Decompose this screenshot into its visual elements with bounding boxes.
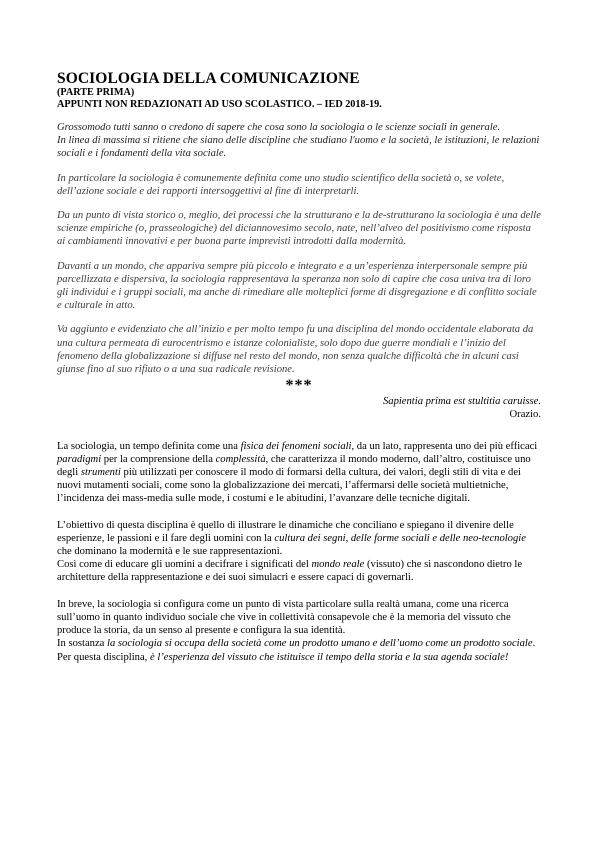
epigraph-author: Orazio. [509,409,541,421]
document-note: APPUNTI NON REDAZIONATI AD USO SCOLASTICO. – IED 2018-19. [57,99,382,110]
intro-paragraph-2: In particolare la sociologia è comunemente definita come uno studio scientifico della società o, se volete, dell’azione sociale e dei rapporti intersoggettivi al fine di interpretarli. [57,172,505,197]
intro-paragraph-5: Va aggiunto e evidenziato che all’inizio e per molto tempo fu una disciplina del mondo occidentale elaborata da una cultura permeata di eurocentrismo e istanze colonialiste, solo dopo due guerre mondiali e l’inizio del fenomeno della globalizzazione si diffuse nel resto del mondo, non senza qualche difficoltà che in alcuni casi giunse fino al suo rifiuto o a una sua radicale revisione. [57,324,534,376]
section-separator: *** [285,377,313,395]
body-paragraph-3: Così come di educare gli uomini a decifrare i significati del mondo reale (vissuto) che si nascondono dietro le architetture della rappresentazione e dei suoi simulacri e essere capaci di governarli. [57,559,523,584]
intro-paragraph-3: Da un punto di vista storico o, meglio, dei processi che la strutturano e la de-strutturano la sociologia è una delle scienze empiriche (o, prasseologiche) del diciannovesimo secolo, nate, nell’alveo del positivismo come risposta ai cambiamenti innovativi e per buona parte imprevisti introdotti dalla modernità. [57,210,541,248]
intro-paragraph-4: Davanti a un mondo, che appariva sempre più piccolo e integrato e a un’esperienza interpersonale sempre più parcellizzata e dispersiva, la sociologia rappresentava la speranza non solo di capire che cosa univa tra di loro gli individui e i gruppi sociali, ma anche di rimediare alle molteplici forme di disgregazione e di conflitto sociale e culturale in atto. [57,260,537,312]
epigraph-text: Sapientia prima est stultitia caruisse. [382,396,541,408]
document-title: SOCIOLOGIA DELLA COMUNICAZIONE [57,70,360,87]
body-paragraph-4: In breve, la sociologia si configura come un punto di vista particolare sulla realtà umana, come una ricerca sull’uomo in quanto individuo sociale che vive in collettività consapevole che è la memoria del vissuto che produce la storia, da un senso al presente e configura la sua identità. In sostanza la sociologia si occupa della società come un prodotto umano e dell’uomo come un prodotto sociale. Per questa disciplina, è l’esperienza del vissuto che istituisce il tempo della storia e la sua agenda sociale! [57,598,536,663]
document-content [57,70,541,664]
intro-paragraph-1 [57,121,541,161]
intro-line-1b: In linea di massima si ritiene che siano delle discipline che studiano l'uomo e la società, le istituzioni, le relazioni sociali e i fondamenti della vita sociale. [57,135,540,160]
body-paragraph-2: L’obiettivo di questa disciplina è quello di illustrare le dinamiche che conciliano e spiegano il divenire delle esperienze, le passioni e il fare degli uomini con la cultura dei segni, delle forme sociali e delle neo-tecnologie che dominano la modernità e le sue rappresentazioni. [57,519,526,558]
document-part: (PARTE PRIMA) [57,87,135,98]
body-paragraph-1: La sociologia, un tempo definita come una fisica dei fenomeni sociali, da un lato, rappresenta uno dei più efficaci paradigmi per la comprensione della complessità, che caratterizza il mondo moderno, dall’altro, costituisce uno degli strumenti più utilizzati per conoscere il modo di formarsi della cultura, dei valori, degli stili di vita e dei nuovi mutamenti sociali, come sono la globalizzazione dei mercati, l’affermarsi delle società multietniche, l’incidenza dei mass-media sulle mode, i costumi e le abitudini, l’avanzare delle tecniche digitali. [57,440,538,505]
intro-line-1a: Grossomodo tutti sanno o credono di sapere che cosa sono la sociologia o le scienze sociali in generale. [57,122,501,133]
